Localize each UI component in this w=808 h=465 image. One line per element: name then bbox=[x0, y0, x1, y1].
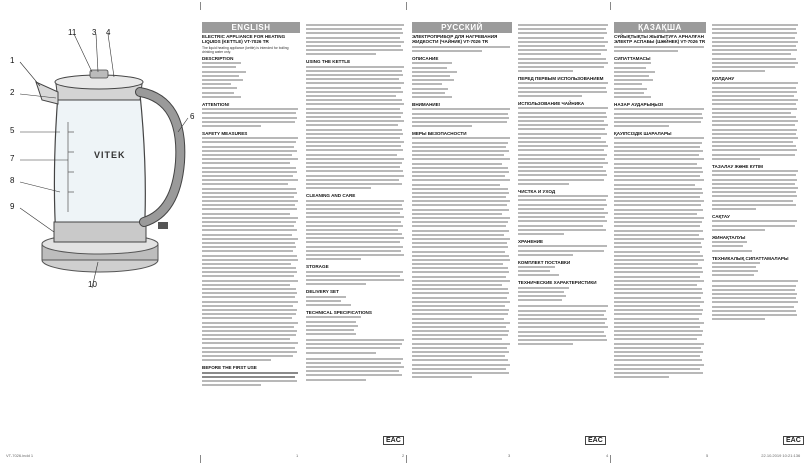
text-block bbox=[712, 170, 800, 210]
callout-1: 1 bbox=[10, 56, 15, 65]
callout-11: 11 bbox=[68, 28, 77, 37]
column-russian-2 bbox=[518, 22, 610, 450]
text-block bbox=[712, 241, 800, 251]
heading-nazar: НАЗАР АУДАРЫҢЫЗ! bbox=[614, 101, 664, 107]
text-block bbox=[412, 108, 512, 127]
page-number: 2 bbox=[402, 453, 405, 458]
crop-mark bbox=[610, 455, 611, 463]
heading-cleaning-care: CLEANING AND CARE bbox=[306, 193, 356, 199]
text-block bbox=[202, 108, 300, 127]
crop-mark bbox=[200, 2, 201, 10]
column-russian-1 bbox=[412, 22, 512, 450]
text-block bbox=[412, 62, 512, 98]
column-kazakh-1 bbox=[614, 22, 706, 450]
text-block bbox=[518, 82, 610, 97]
section-header-english: ENGLISH bbox=[202, 22, 300, 33]
page-number: 1 bbox=[296, 453, 299, 458]
text-block bbox=[306, 316, 406, 380]
heading-opisanie: ОПИСАНИЕ bbox=[412, 56, 439, 61]
heading-tehnikalyk: ТЕХНИКАЛЫҚ СИПАТТАМАЛАРЫ bbox=[712, 255, 789, 261]
product-title-english: ELECTRIC APPLIANCE FOR HEATING LIQUIDS (KETTLE) VT-7026 TR bbox=[202, 34, 286, 45]
heading-hranenie: ХРАНЕНИЕ bbox=[518, 238, 544, 244]
text-block bbox=[518, 24, 610, 72]
text-block bbox=[306, 200, 406, 261]
page-number: 4 bbox=[606, 453, 609, 458]
heading-safety-measures: SAFETY MEASURES bbox=[202, 130, 248, 136]
text-block bbox=[306, 271, 406, 286]
crop-mark bbox=[406, 455, 407, 463]
text-block bbox=[712, 82, 800, 159]
product-title-kazakh: СҰЙЫҚТЫҚТЫ ЖЫЛЫТУҒА АРНАЛҒАН ЭЛЕКТР АСПАБЫ (ШӘЙНЕК) VT-7026 TR bbox=[614, 34, 706, 45]
heading-pered-pervym: ПЕРЕД ПЕРВЫМ ИСПОЛЬЗОВАНИЕМ bbox=[518, 76, 604, 82]
heading-attention: ATTENTION! bbox=[202, 101, 230, 107]
text-block bbox=[518, 266, 610, 276]
text-block bbox=[518, 245, 610, 255]
text-block bbox=[614, 62, 706, 98]
eac-mark: EAC bbox=[383, 436, 404, 445]
text-block bbox=[614, 46, 706, 52]
callout-2: 2 bbox=[10, 88, 15, 97]
text-block bbox=[306, 296, 406, 306]
text-block bbox=[712, 24, 800, 72]
heading-ispolzovanie: ИСПОЛЬЗОВАНИЕ ЧАЙНИКА bbox=[518, 101, 585, 107]
callout-3: 3 bbox=[92, 28, 97, 37]
heading-description: DESCRIPTION bbox=[202, 55, 234, 61]
kettle-illustration bbox=[8, 22, 198, 292]
heading-storage: STORAGE bbox=[306, 264, 329, 270]
callout-6: 6 bbox=[190, 112, 195, 121]
heading-tazalau: ТАЗАЛАУ ЖӘНЕ КҮТІМ bbox=[712, 163, 763, 169]
callout-5: 5 bbox=[10, 126, 15, 135]
heading-kauipsizdik: ҚАУІПСІЗДІК ШАРАЛАРЫ bbox=[614, 131, 672, 137]
heading-mery-bezopasnosti: МЕРЫ БЕЗОПАСНОСТИ bbox=[412, 131, 467, 137]
column-english-1 bbox=[202, 22, 300, 450]
heading-delivery-set: DELIVERY SET bbox=[306, 289, 339, 295]
heading-before-first-use: BEFORE THE FIRST USE bbox=[202, 365, 257, 371]
page-number: 3 bbox=[508, 453, 511, 458]
heading-zhinaktaluy: ЖИНАҚТАЛУЫ bbox=[712, 234, 746, 240]
text-block bbox=[202, 372, 300, 387]
text-block bbox=[712, 220, 800, 230]
heading-tehnicheskie: ТЕХНИЧЕСКИЕ ХАРАКТЕРИСТИКИ bbox=[518, 280, 597, 286]
heading-using-kettle: USING THE KETTLE bbox=[306, 59, 351, 65]
crop-mark bbox=[200, 455, 201, 463]
footer-file-label: VT-7026.indd 1 bbox=[6, 453, 34, 458]
section-header-kazakh: ҚАЗАҚША bbox=[614, 22, 706, 33]
brand-logo: VITEK bbox=[94, 150, 126, 160]
heading-technical-specifications: TECHNICAL SPECIFICATIONS bbox=[306, 309, 372, 315]
callout-10: 10 bbox=[88, 280, 97, 289]
text-block bbox=[518, 287, 610, 345]
product-title-russian: ЭЛЕКТРОПРИБОР ДЛЯ НАГРЕВАНИЯ ЖИДКОСТИ (ЧАЙНИК) VT-7026 TR bbox=[412, 34, 498, 45]
heading-saktau: САҚТАУ bbox=[712, 213, 730, 219]
eac-mark: EAC bbox=[585, 436, 606, 445]
callout-8: 8 bbox=[10, 176, 15, 185]
eac-mark: EAC bbox=[783, 436, 804, 445]
text-block bbox=[202, 137, 300, 361]
text-block bbox=[412, 137, 512, 378]
footer-timestamp: 22.10.2019 10:21:13 bbox=[761, 453, 798, 458]
callout-4: 4 bbox=[106, 28, 111, 37]
text-block bbox=[306, 66, 406, 189]
crop-mark bbox=[610, 2, 611, 10]
callout-9: 9 bbox=[10, 202, 15, 211]
text-block bbox=[306, 24, 406, 55]
heading-komplekt: КОМПЛЕКТ ПОСТАВКИ bbox=[518, 259, 571, 265]
text-block bbox=[202, 62, 300, 98]
column-kazakh-2 bbox=[712, 22, 800, 450]
text-block bbox=[518, 195, 610, 235]
heading-sipattamasy: СИПАТТАМАСЫ bbox=[614, 56, 651, 61]
text-block bbox=[712, 262, 800, 320]
crop-mark bbox=[406, 2, 407, 10]
text-block bbox=[614, 108, 706, 127]
heading-chistka: ЧИСТКА И УХОД bbox=[518, 188, 556, 194]
column-english-2 bbox=[306, 22, 406, 450]
page-number: 6 bbox=[798, 453, 801, 458]
page-number: 5 bbox=[706, 453, 709, 458]
text-block bbox=[518, 107, 610, 184]
callout-7: 7 bbox=[10, 154, 15, 163]
heading-koldanu: ҚОЛДАНУ bbox=[712, 76, 735, 82]
text-block bbox=[412, 46, 512, 52]
text-block bbox=[614, 137, 706, 378]
section-header-russian: РУССКИЙ bbox=[412, 22, 512, 33]
intro-text-english: The liquid heating appliance (kettle) is intended for boiling drinking water only. bbox=[202, 45, 289, 55]
heading-vnimanie: ВНИМАНИЕ! bbox=[412, 101, 441, 107]
